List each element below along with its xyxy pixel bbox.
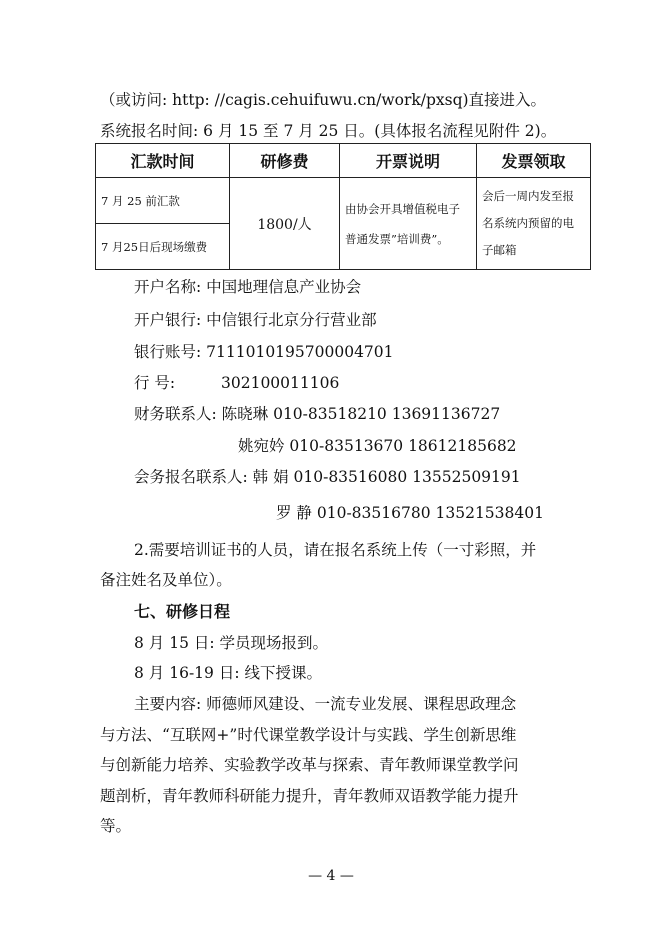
meeting-contact-2: 罗 静 010-83516780 13521538401 xyxy=(276,504,544,522)
invoice-note-cell xyxy=(340,178,477,270)
account-number: 银行账号: 7111010195700004701 xyxy=(134,343,394,361)
content-line: 等。 xyxy=(100,817,132,835)
account-name: 开户名称: 中国地理信息产业协会 xyxy=(134,278,362,296)
table-header: 开票说明 xyxy=(340,144,477,178)
table-header-row xyxy=(96,144,591,178)
fee-cell: 1800/人 xyxy=(230,178,340,270)
content-line: 主要内容: 师德师风建设、一流专业发展、课程思政理念 xyxy=(134,695,517,713)
pickup-line: 子邮箱 xyxy=(482,243,517,257)
content-line: 与创新能力培养、实验教学改革与探索、青年教师课堂教学问 xyxy=(100,756,519,774)
content-line: 题剖析，青年教师科研能力提升，青年教师双语教学能力提升 xyxy=(100,787,519,805)
content-line: 与方法、“互联网+”时代课堂教学设计与实践、学生创新思维 xyxy=(100,726,517,744)
table-header: 发票领取 xyxy=(477,144,591,178)
invoice-pickup-cell xyxy=(477,178,591,270)
pickup-line: 会后一周内发至报 xyxy=(482,189,574,203)
pickup-line: 名系统内预留的电 xyxy=(482,216,574,230)
remit-time-cell: 7 月 25 前汇款 xyxy=(96,178,230,224)
table-row xyxy=(96,178,591,224)
bank-name: 开户银行: 中信银行北京分行营业部 xyxy=(134,311,377,329)
meeting-contact-1: 会务报名联系人: 韩 娟 010-83516080 13552509191 xyxy=(134,468,521,486)
schedule-day-2: 8 月 16-19 日: 线下授课。 xyxy=(134,664,322,682)
fee-table xyxy=(95,143,591,270)
schedule-day-1: 8 月 15 日: 学员现场报到。 xyxy=(134,634,329,652)
note-item-2: 2.需要培训证书的人员，请在报名系统上传（一寸彩照，并 xyxy=(134,541,537,559)
finance-contact-1: 财务联系人: 陈晓琳 010-83518210 13691136727 xyxy=(134,405,501,423)
invoice-note-line: 由协会开具增值税电子 xyxy=(345,201,460,216)
intro-line-1: （或访问: http: //cagis.cehuifuwu.cn/work/pxsq)直接进入。 xyxy=(100,91,547,109)
table-header: 汇款时间 xyxy=(96,144,230,178)
page-number: — 4 — xyxy=(308,868,354,884)
bank-code-label: 行 号: xyxy=(134,374,176,392)
schedule-heading: 七、研修日程 xyxy=(134,602,231,621)
remit-time-cell: 7 月25日后现场缴费 xyxy=(96,224,230,270)
note-item-2-cont: 备注姓名及单位）。 xyxy=(100,571,232,589)
bank-code: 302100011106 xyxy=(221,374,340,392)
invoice-note-line: 普通发票”培训费”。 xyxy=(345,231,449,246)
intro-line-2: 系统报名时间: 6 月 15 至 7 月 25 日。(具体报名流程见附件 2)。 xyxy=(100,122,557,140)
table-header: 研修费 xyxy=(230,144,340,178)
finance-contact-2: 姚宛妗 010-83513670 18612185682 xyxy=(238,437,517,455)
